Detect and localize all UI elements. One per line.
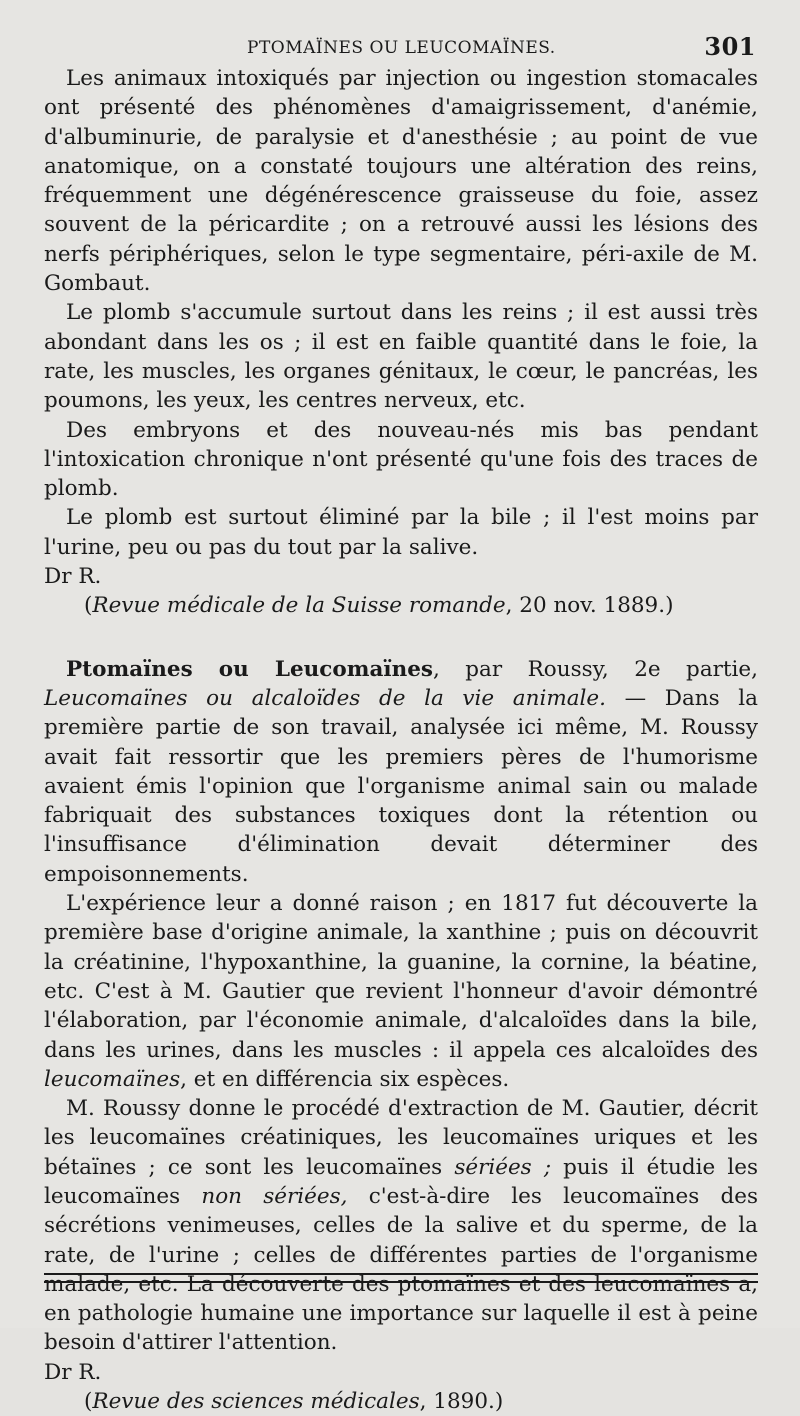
paragraph-text: Le plomb est surtout éliminé par la bile ; il l'est moins par l'urine, peu ou pas du tout par la salive.: [44, 505, 758, 560]
article-subtitle: Leucomaïnes ou alcaloïdes de la vie animale.: [44, 685, 606, 711]
source-journal: Revue médicale de la Suisse romande: [92, 593, 506, 619]
source-date: 1890.: [433, 1389, 495, 1415]
source-date: 20 nov. 1889.: [519, 593, 666, 619]
paragraph: Les animaux intoxiqués par injection ou ingestion stomacales ont présenté des phénomènes d'amaigrissement, d'anémie, d'albuminurie, de paralysie et d'anesthésie ; au point de vue anatomique, on a constaté toujours une altération des reins, fréquemment une dégénérescence graisseuse du foie, assez souvent de la péricardite ; on a retrouvé aussi les lésions des nerfs périphériques, selon le type segmentaire, péri-axile de M. Gombaut.: [44, 66, 758, 297]
source-citation: (Revue des sciences médicales, 1890.): [84, 1389, 504, 1415]
paragraph: Le plomb s'accumule surtout dans les reins ; il est aussi très abondant dans les os ; il est en faible quantité dans le foie, la rate, les muscles, les organes génitaux, le cœur, le pancréas, les poumons, les yeux, les centres nerveux, etc.: [44, 300, 758, 414]
running-header: [44, 30, 758, 64]
signature: Dr R.: [44, 564, 102, 590]
paragraph: M. Roussy donne le procédé d'extraction de M. Gautier, décrit les leucomaïnes créatiniques, les leucomaïnes uriques et les bétaïnes ; ce sont les leucomaïnes sériées ; puis il étudie les leucomaïnes non sériées, c'est-à-dire les leucomaïnes des sécrétions venimeuses, celles de la salive et du sperme, de la rate, de l'urine ; celles de différentes parties de l'organisme malade, etc. La découverte des ptomaïnes et des leucomaïnes a, en pathologie humaine une importance sur laquelle il est à peine besoin d'attirer l'attention.: [44, 1096, 759, 1356]
running-title: PTOMAÏNES OU LEUCOMAÏNES.: [247, 38, 556, 58]
signature: Dr R.: [44, 1359, 102, 1385]
byline: , par Roussy, 2e partie,: [433, 656, 758, 682]
article-title: Ptomaïnes ou Leucomaïnes: [66, 656, 433, 682]
paragraph: Ptomaïnes ou Leucomaïnes, par Roussy, 2e partie, Leucomaïnes ou alcaloïdes de la vie animale. — Dans la première partie de son travail, analysée ici même, M. Roussy avait fait ressortir que les premiers pères de l'humorisme avaient émis l'opinion que l'organisme animal sain ou malade fabriquait des substances toxiques dont la rétention ou l'insuffisance d'élimination devait déterminer des empoisonnements.: [44, 656, 758, 887]
page-number: 301: [704, 32, 756, 61]
paragraph: L'expérience leur a donné raison ; en 1817 fut découverte la première base d'origine animale, la xanthine ; puis on découvrit la créatinine, l'hypoxanthine, la guanine, la cornine, la béatine, etc. C'est à M. Gautier que revient l'honneur d'avoir démontré l'élaboration, par l'économie animale, d'alcaloïdes dans la bile, dans les urines, dans les muscles : il appela ces alcaloïdes des leucomaïnes, et en différencia six espèces.: [44, 891, 758, 1092]
source-journal: Revue des sciences médicales: [92, 1389, 420, 1415]
double-rule-divider: [44, 1273, 758, 1283]
paragraph: Des embryons et des nouveau-nés mis bas pendant l'intoxication chronique n'ont présenté qu'une fois des traces de plomb.: [44, 417, 758, 502]
article-lead-poisoning: [44, 64, 758, 621]
article-ptomaines: [44, 655, 758, 1416]
source-citation: (Revue médicale de la Suisse romande, 20 nov. 1889.): [84, 593, 674, 619]
paragraph: [44, 503, 758, 562]
